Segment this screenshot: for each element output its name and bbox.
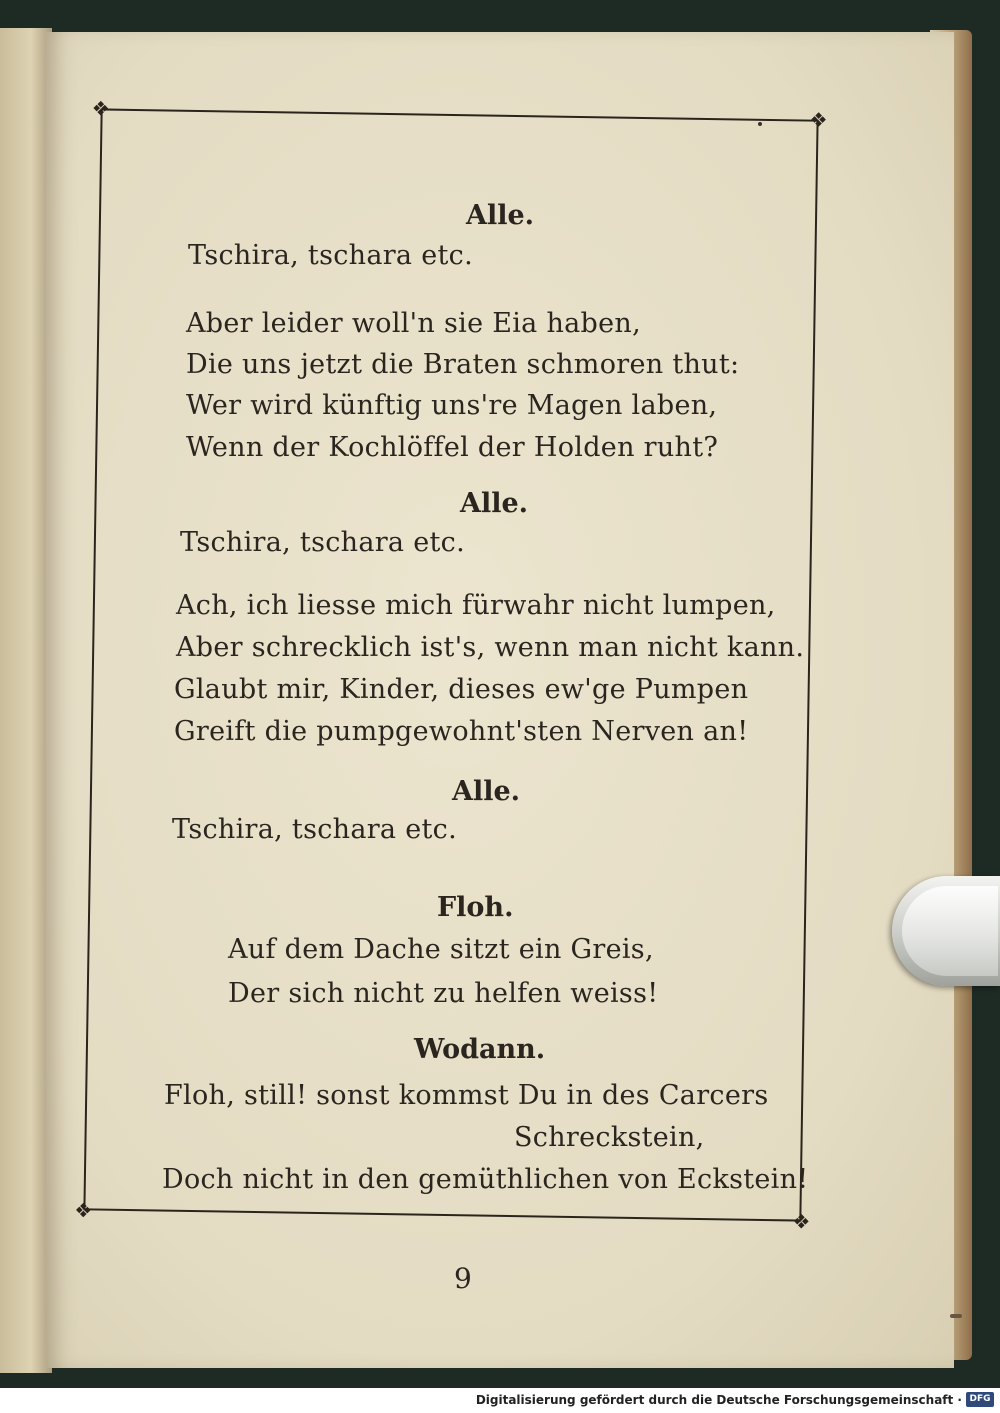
verse-line: Wer wird künftig uns're Magen laben, bbox=[186, 390, 718, 421]
verse-line: Tschira, tschara etc. bbox=[180, 527, 465, 558]
speaker-heading: Alle. bbox=[466, 200, 535, 231]
footer-credit: Digitalisierung gefördert durch die Deutsche Forschungsgemeinschaft · bbox=[475, 1393, 962, 1407]
page-number: 9 bbox=[454, 1262, 472, 1295]
verse-line: Greift die pumpgewohnt'sten Nerven an! bbox=[174, 716, 749, 747]
corner-ornament-icon: ❖ bbox=[809, 107, 828, 132]
speaker-heading: Alle. bbox=[460, 488, 529, 519]
corner-ornament-icon: ❖ bbox=[91, 96, 110, 121]
speaker-heading: Wodann. bbox=[414, 1034, 546, 1065]
verse-line: Tschira, tschara etc. bbox=[172, 814, 457, 845]
verse-line: Auf dem Dache sitzt ein Greis, bbox=[228, 934, 654, 965]
verse-line: Wenn der Kochlöffel der Holden ruht? bbox=[186, 432, 719, 463]
verse-line: Die uns jetzt die Braten schmoren thut: bbox=[186, 349, 740, 380]
speaker-heading: Floh. bbox=[437, 892, 514, 923]
verse-line: Aber schrecklich ist's, wenn man nicht kann. bbox=[176, 632, 805, 663]
verse-line: Doch nicht in den gemüthlichen von Eckstein! bbox=[162, 1164, 809, 1195]
page-clip-highlight bbox=[902, 886, 998, 976]
verse-line: Tschira, tschara etc. bbox=[188, 240, 473, 271]
verse-line: Aber leider woll'n sie Eia haben, bbox=[186, 308, 641, 339]
digitization-footer bbox=[0, 1388, 1000, 1413]
corner-ornament-icon: ❖ bbox=[792, 1209, 811, 1234]
verse-line: Glaubt mir, Kinder, dieses ew'ge Pumpen bbox=[174, 674, 749, 705]
speaker-heading: Alle. bbox=[452, 776, 521, 807]
verse-line: Floh, still! sonst kommst Du in des Carcers bbox=[164, 1080, 769, 1111]
verse-line: Schreckstein, bbox=[514, 1122, 705, 1153]
corner-ornament-icon: ❖ bbox=[74, 1198, 93, 1223]
page-clip bbox=[892, 876, 1000, 986]
verse-line: Der sich nicht zu helfen weiss! bbox=[228, 978, 659, 1009]
dfg-logo: DFG bbox=[966, 1392, 994, 1407]
verse-line: Ach, ich liesse mich fürwahr nicht lumpen, bbox=[176, 590, 776, 621]
